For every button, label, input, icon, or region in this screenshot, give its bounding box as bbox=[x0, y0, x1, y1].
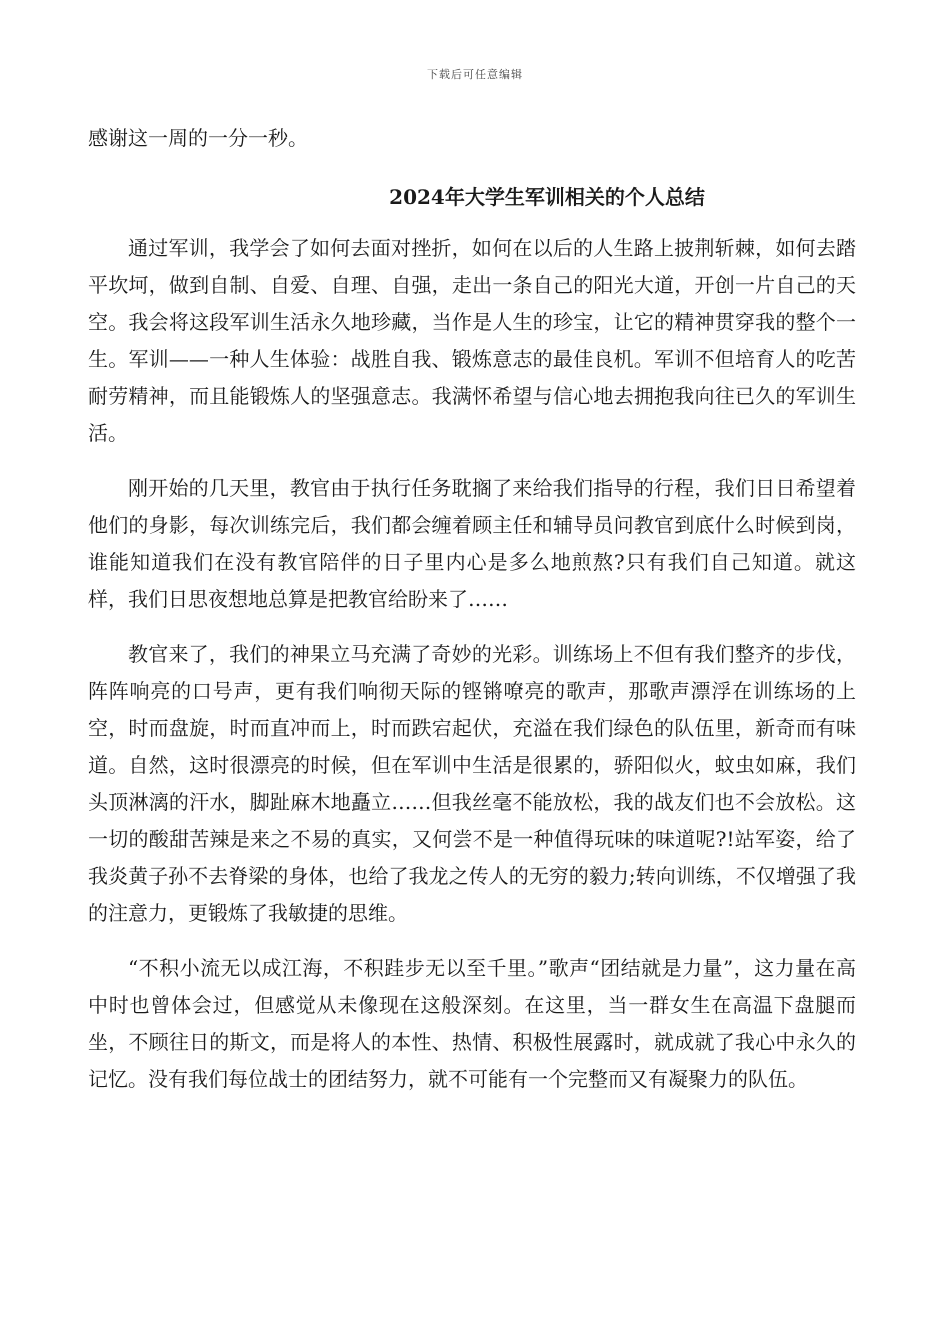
paragraph: “不积小流无以成江海，不积跬步无以至千里。”歌声“团结就是力量”，这力量在高中时也曾体会过，但感觉从未像现在这般深刻。在这里，当一群女生在高温下盘腿而坐，不顾往日的斯文，而是将人的本性、热情、积极性展露时，就成就了我心中永久的记忆。没有我们每位战士的团结努力，就不可能有一个完整而又有凝聚力的队伍。 bbox=[88, 956, 856, 1091]
lead-line: 感谢这一周的一分一秒。 bbox=[88, 126, 308, 150]
document-body bbox=[88, 120, 856, 1116]
page-header-note: 下载后可任意编辑 bbox=[427, 68, 523, 81]
paragraph: 通过军训，我学会了如何去面对挫折，如何在以后的人生路上披荆斩棘，如何去踏平坎坷，做到自制、自爱、自理、自强，走出一条自己的阳光大道，开创一片自己的天空。我会将这段军训生活永久地珍藏，当作是人生的珍宝，让它的精神贯穿我的整个一生。军训——一种人生体验：战胜自我、锻炼意志的最佳良机。军训不但培育人的吃苦耐劳精神，而且能锻炼人的坚强意志。我满怀希望与信心地去拥抱我向往已久的军训生活。 bbox=[88, 236, 856, 445]
paragraph: 教官来了，我们的神果立马充满了奇妙的光彩。训练场上不但有我们整齐的步伐，阵阵响亮的口号声，更有我们响彻天际的铿锵嘹亮的歌声，那歌声漂浮在训练场的上空，时而盘旋，时而直冲而上，时而跌宕起伏，充溢在我们绿色的队伍里，新奇而有味道。自然，这时很漂亮的时候，但在军训中生活是很累的，骄阳似火，蚊虫如麻，我们头顶淋漓的汗水，脚趾麻木地矗立……但我丝毫不能放松，我的战友们也不会放松。这一切的酸甜苦辣是来之不易的真实，又何尝不是一种值得玩味的味道呢?!站军姿，给了我炎黄子孙不去脊梁的身体，也给了我龙之传人的无穷的毅力;转向训练，不仅增强了我的注意力，更锻炼了我敏捷的思维。 bbox=[88, 642, 856, 925]
document-title: 2024年大学生军训相关的个人总结 bbox=[389, 185, 705, 209]
paragraph: 刚开始的几天里，教官由于执行任务耽搁了来给我们指导的行程，我们日日希望着他们的身影，每次训练完后，我们都会缠着顾主任和辅导员问教官到底什么时候到岗，谁能知道我们在没有教官陪伴的日子里内心是多么地煎熬?只有我们自己知道。就这样，我们日思夜想地总算是把教官给盼来了…… bbox=[88, 476, 856, 611]
